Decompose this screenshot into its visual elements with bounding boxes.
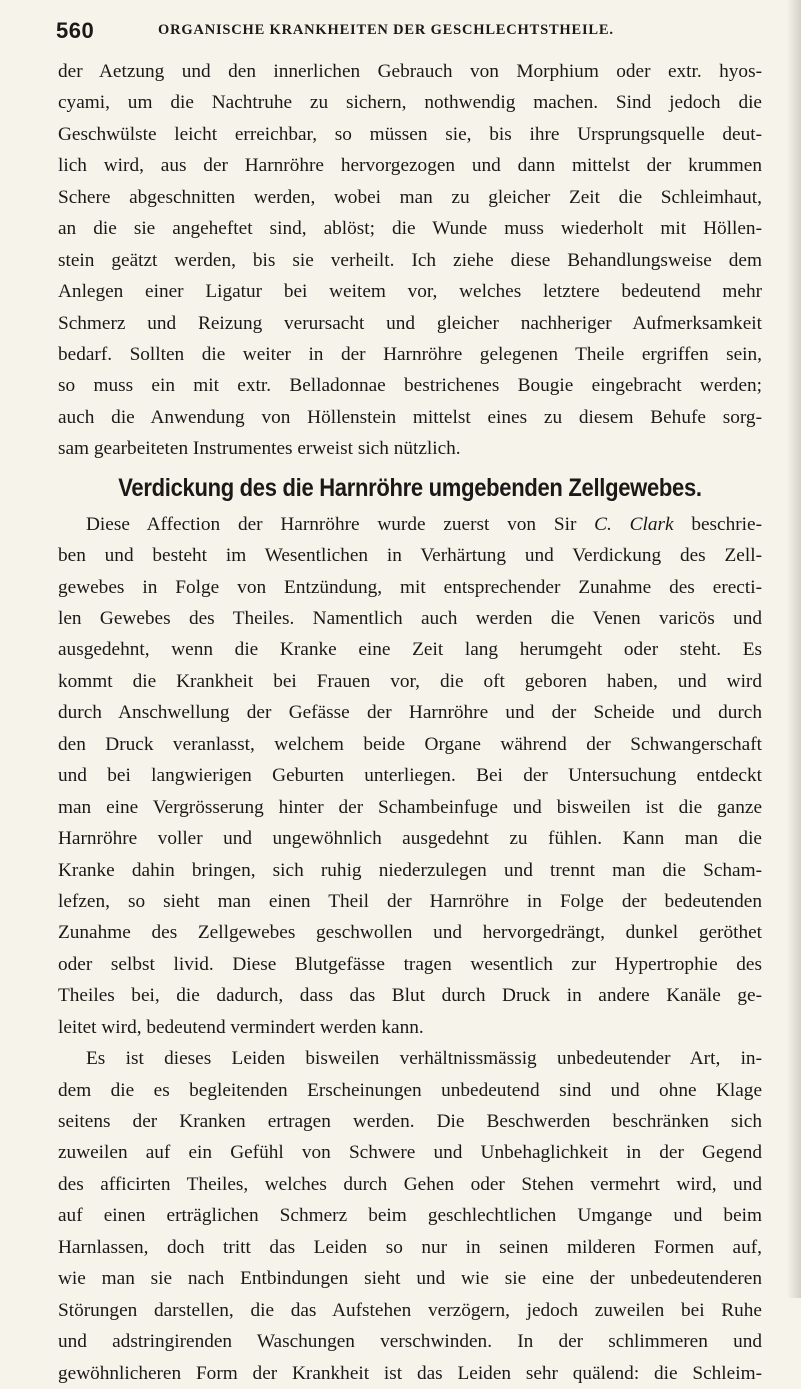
- body-text: [58, 56, 762, 1389]
- text-line: Es ist dieses Leiden bisweilen verhältnissmässig unbedeutender Art, in-: [86, 1048, 762, 1070]
- text-line: Zunahme des Zellgewebes geschwollen und hervorgedrängt, dunkel geröthet: [58, 922, 762, 944]
- text-line: an die sie angeheftet sind, ablöst; die Wunde muss wiederholt mit Höllen-: [58, 218, 762, 240]
- text-line: auf einen erträglichen Schmerz beim geschlechtlichen Umgange und beim: [58, 1205, 762, 1227]
- text-line: Geschwülste leicht erreichbar, so müssen sie, bis ihre Ursprungsquelle deut-: [58, 123, 762, 145]
- running-head: [56, 18, 776, 48]
- author-name: C. Clark: [594, 513, 674, 535]
- text-line: [58, 509, 762, 540]
- text-line: gewöhnlicheren Form der Krankheit ist das Leiden sehr quälend: die Schleim-: [58, 1362, 762, 1384]
- text-line: len Gewebes des Theiles. Namentlich auch werden die Venen varicös und: [58, 608, 762, 629]
- text-line: oder selbst livid. Diese Blutgefässe tragen wesentlich zur Hypertrophie des: [58, 953, 762, 975]
- page-number: 560: [56, 18, 95, 43]
- text-line: cyami, um die Nachtruhe zu sichern, nothwendig machen. Sind jedoch die: [58, 92, 762, 114]
- text-line: lefzen, so sieht man einen Theil der Harnröhre in Folge der bedeutenden: [58, 890, 762, 912]
- text-line: den Druck veranlasst, welchem beide Organe während der Schwangerschaft: [58, 733, 762, 755]
- text-line: bedarf. Sollten die weiter in der Harnröhre gelegenen Theile ergriffen sein,: [58, 343, 762, 365]
- text-line: Harnröhre voller und ungewöhnlich ausgedehnt zu fühlen. Kann man die: [58, 828, 762, 850]
- text-line: so muss ein mit extr. Belladonnae bestrichenes Bougie eingebracht werden;: [58, 375, 762, 397]
- text-line: Anlegen einer Ligatur bei weitem vor, welches letztere bedeutend mehr: [58, 281, 762, 303]
- text-line: durch Anschwellung der Gefässe der Harnröhre und der Scheide und durch: [58, 702, 762, 724]
- text-line: seitens der Kranken ertragen werden. Die Beschwerden beschränken sich: [58, 1111, 762, 1132]
- text-line: Kranke dahin bringen, sich ruhig niederzulegen und trennt man die Scham-: [58, 859, 762, 881]
- text-line: sam gearbeiteten Instrumentes erweist sich nützlich.: [58, 438, 461, 460]
- text-line: des afficirten Theiles, welches durch Gehen oder Stehen vermehrt wird, und: [58, 1173, 762, 1195]
- text-line: Störungen darstellen, die das Aufstehen verzögern, jedoch zuweilen bei Ruhe: [58, 1299, 762, 1321]
- page-edge-shadow: [787, 0, 801, 1298]
- text-line: der Aetzung und den innerlichen Gebrauch von Morphium oder extr. hyos-: [58, 61, 762, 82]
- text-line: Harnlassen, doch tritt das Leiden so nur in seinen milderen Formen auf,: [58, 1236, 762, 1258]
- text-line: Theiles bei, die dadurch, dass das Blut durch Druck in andere Kanäle ge-: [58, 985, 762, 1007]
- text-line: ausgedehnt, wenn die Kranke eine Zeit lang herumgeht oder steht. Es: [58, 639, 762, 661]
- text-line: leitet wird, bedeutend vermindert werden kann.: [58, 1016, 424, 1038]
- text-line: kommt die Krankheit bei Frauen vor, die oft geboren haben, und wird: [58, 670, 762, 692]
- text-line: stein geätzt werden, bis sie verheilt. Ich ziehe diese Behandlungsweise dem: [58, 249, 762, 271]
- text-line: wie man sie nach Entbindungen sieht und wie sie eine der unbedeutenderen: [58, 1268, 762, 1290]
- text-line: Schmerz und Reizung verursacht und gleicher nachheriger Aufmerksamkeit: [58, 312, 762, 334]
- text-line: ben und besteht im Wesentlichen in Verhärtung und Verdickung des Zell-: [58, 545, 762, 567]
- text-line: gewebes in Folge von Entzündung, mit entsprechender Zunahme des erecti-: [58, 576, 762, 598]
- text-line: Schere abgeschnitten werden, wobei man zu gleicher Zeit die Schleimhaut,: [58, 186, 762, 208]
- running-title: ORGANISCHE KRANKHEITEN DER GESCHLECHTSTHEILE.: [158, 22, 614, 38]
- text-line: zuweilen auf ein Gefühl von Schwere und Unbehaglichkeit in der Gegend: [58, 1142, 762, 1164]
- text-line: auch die Anwendung von Höllenstein mittelst eines zu diesem Behufe sorg-: [58, 406, 762, 428]
- text-run: Diese Affection der Harnröhre wurde zuerst von Sir: [86, 513, 595, 535]
- text-line: man eine Vergrösserung hinter der Schambeinfuge und bisweilen ist die ganze: [58, 796, 762, 818]
- text-run: beschrie-: [673, 513, 762, 535]
- text-line: und adstringirenden Waschungen verschwinden. In der schlimmeren und: [58, 1331, 762, 1353]
- text-line: und bei langwierigen Geburten unterliegen. Bei der Untersuchung entdeckt: [58, 765, 762, 787]
- text-line: lich wird, aus der Harnröhre hervorgezogen und dann mittelst der krummen: [58, 155, 762, 177]
- section-heading: Verdickung des die Harnröhre umgebenden Zellgewebes.: [118, 472, 702, 502]
- text-line: dem die es begleitenden Erscheinungen unbedeutend sind und ohne Klage: [58, 1079, 762, 1101]
